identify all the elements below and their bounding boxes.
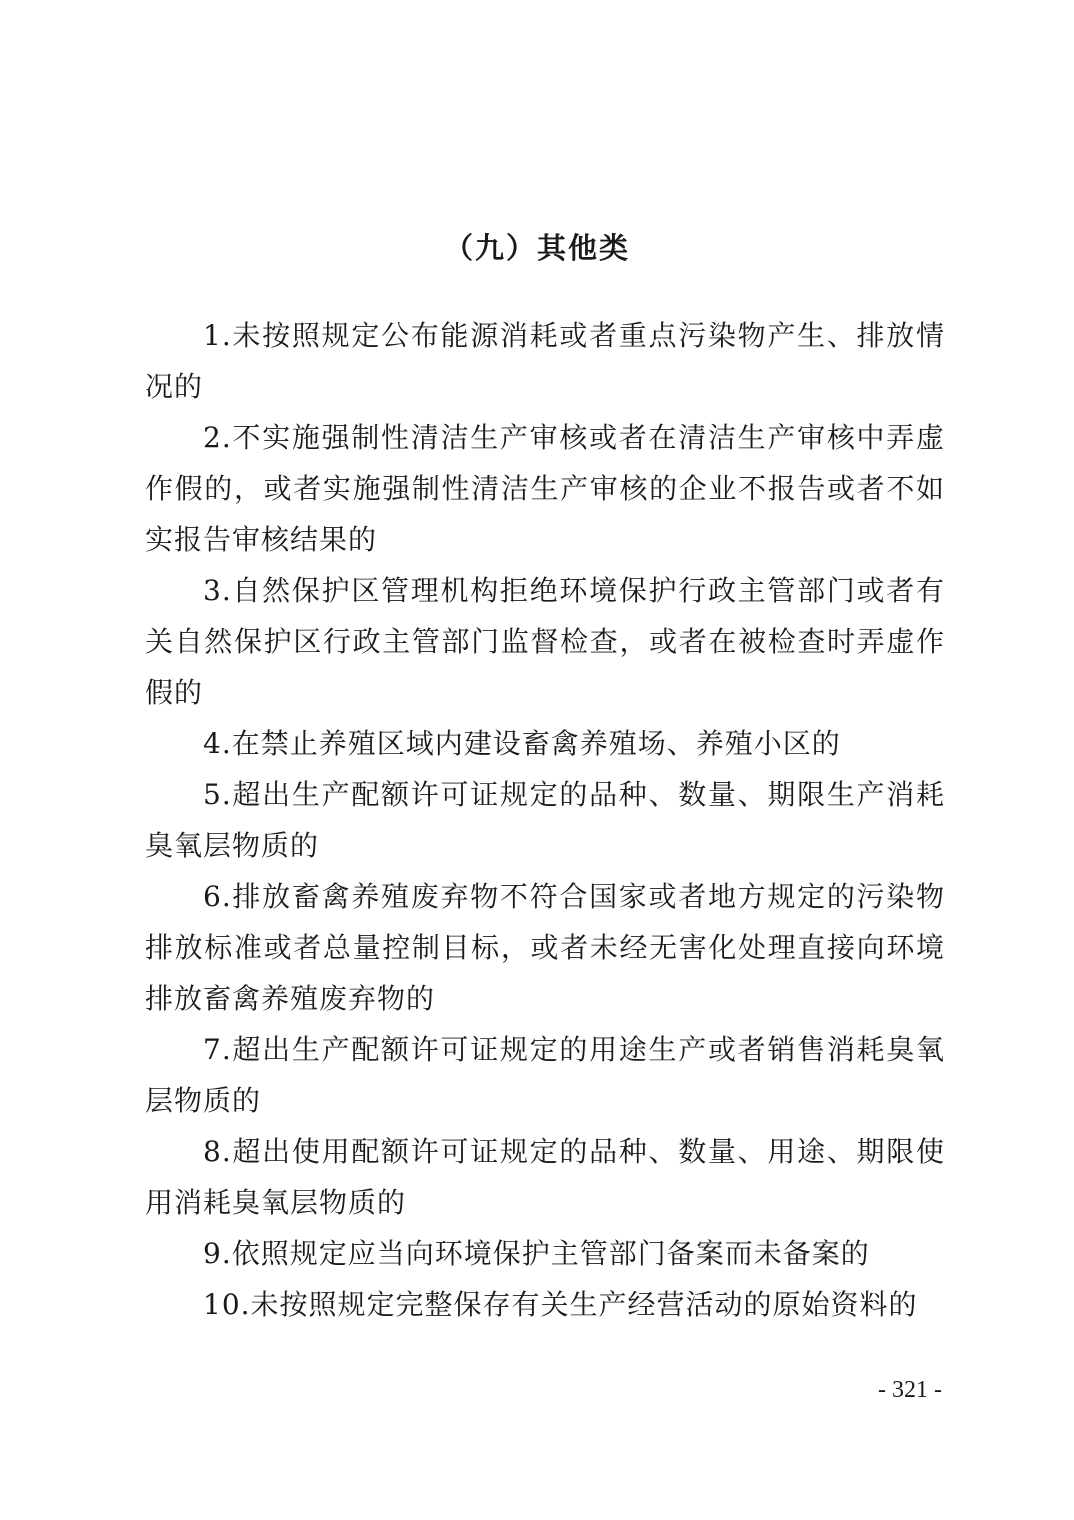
- list-item: 8.超出使用配额许可证规定的品种、数量、用途、期限使用消耗臭氧层物质的: [145, 1135, 945, 1219]
- list-item: 9.依照规定应当向环境保护主管部门备案而未备案的: [203, 1237, 870, 1270]
- list-item: 7.超出生产配额许可证规定的用途生产或者销售消耗臭氧层物质的: [145, 1033, 945, 1117]
- list-item: 3.自然保护区管理机构拒绝环境保护行政主管部门或者有关自然保护区行政主管部门监督检查，或者在被检查时弄虚作假的: [145, 574, 945, 709]
- list-item: 5.超出生产配额许可证规定的品种、数量、期限生产消耗臭氧层物质的: [145, 778, 945, 862]
- page-number: - 321 -: [878, 1377, 942, 1403]
- list-item: 6.排放畜禽养殖废弃物不符合国家或者地方规定的污染物排放标准或者总量控制目标，或者未经无害化处理直接向环境排放畜禽养殖废弃物的: [145, 880, 945, 1015]
- list-item: 10.未按照规定完整保存有关生产经营活动的原始资料的: [203, 1288, 918, 1321]
- list-item: 2.不实施强制性清洁生产审核或者在清洁生产审核中弄虚作假的，或者实施强制性清洁生产审核的企业不报告或者不如实报告审核结果的: [145, 421, 945, 556]
- list-item: 1.未按照规定公布能源消耗或者重点污染物产生、排放情况的: [145, 319, 945, 403]
- item-list: [145, 310, 945, 1330]
- list-item: 4.在禁止养殖区域内建设畜禽养殖场、养殖小区的: [203, 727, 841, 760]
- section-title: （九）其他类: [443, 231, 630, 265]
